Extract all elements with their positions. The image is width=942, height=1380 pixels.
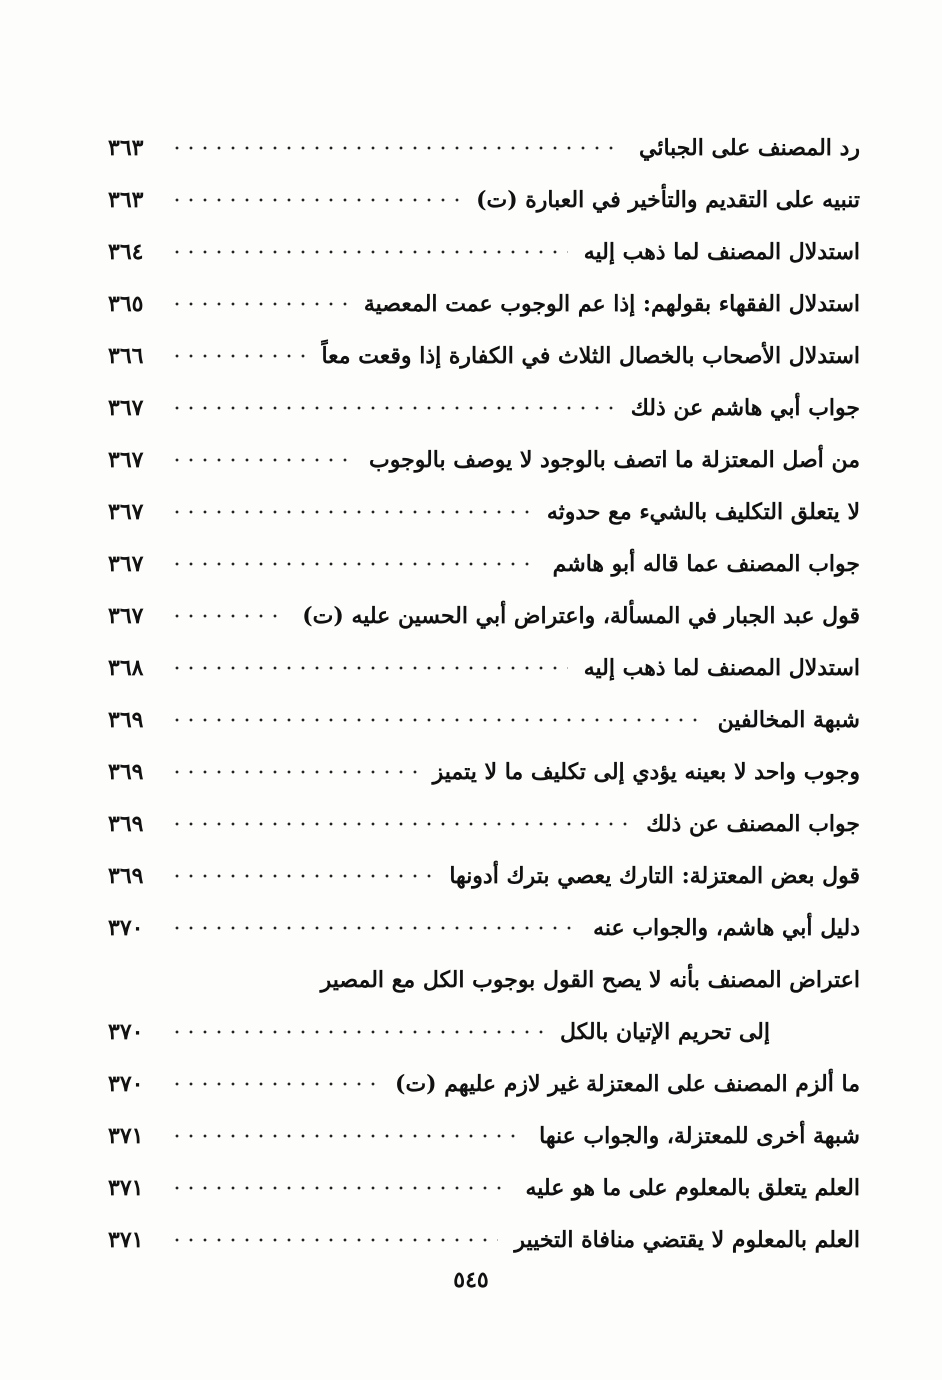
toc-entry-page: ٣٧١ (108, 1175, 144, 1201)
toc-entry (108, 122, 860, 174)
dot-leader (170, 554, 537, 574)
toc-entry-title: جواب أبي هاشم عن ذلك (630, 395, 860, 421)
toc-entry (108, 746, 860, 798)
table-of-contents (108, 122, 860, 1266)
toc-entry (108, 278, 860, 330)
toc-entry-page: ٣٦٧ (108, 447, 144, 473)
toc-entry-title: اعتراض المصنف بأنه لا يصح القول بوجوب الكل مع المصير (320, 967, 860, 993)
toc-entry-title: استدلال الأصحاب بالخصال الثلاث في الكفارة إذا وقعت معاً (321, 343, 860, 369)
toc-entry-page: ٣٧٠ (108, 1071, 144, 1097)
toc-entry-page: ٣٦٩ (108, 811, 144, 837)
toc-entry-title: تنبيه على التقديم والتأخير في العبارة (ت) (476, 187, 860, 213)
toc-entry-page: ٣٦٣ (108, 187, 144, 213)
toc-entry-page: ٣٧١ (108, 1227, 144, 1253)
toc-entry (108, 1058, 860, 1110)
toc-entry (108, 1006, 860, 1058)
toc-entry-title: شبهة المخالفين (717, 707, 860, 733)
dot-leader (170, 502, 531, 522)
toc-entry-page: ٣٦٩ (108, 759, 144, 785)
toc-entry-title: العلم يتعلق بالمعلوم على ما هو عليه (525, 1175, 860, 1201)
toc-entry-page: ٣٦٣ (108, 135, 144, 161)
dot-leader (170, 710, 702, 730)
dot-leader (170, 1074, 379, 1094)
toc-entry (108, 538, 860, 590)
toc-entry-title: العلم بالمعلوم لا يقتضي منافاة التخيير (514, 1227, 860, 1253)
toc-entry-page: ٣٦٤ (108, 239, 144, 265)
toc-entry-title: استدلال الفقهاء بقولهم: إذا عم الوجوب عمت المعصية (363, 291, 860, 317)
toc-entry (108, 798, 860, 850)
dot-leader (170, 450, 353, 470)
dot-leader (170, 1178, 510, 1198)
toc-entry-page: ٣٦٧ (108, 395, 144, 421)
toc-entry (108, 590, 860, 642)
toc-entry-title: ما ألزم المصنف على المعتزلة غير لازم عليهم (ت) (395, 1071, 860, 1097)
toc-entry (108, 486, 860, 538)
toc-entry (108, 954, 860, 1006)
toc-entry (108, 694, 860, 746)
toc-entry-title: استدلال المصنف لما ذهب إليه (583, 239, 860, 265)
toc-entry (108, 434, 860, 486)
toc-entry-title: قول عبد الجبار في المسألة، واعتراض أبي الحسين عليه (ت) (302, 603, 860, 629)
toc-entry-title: استدلال المصنف لما ذهب إليه (583, 655, 860, 681)
dot-leader (170, 294, 348, 314)
toc-entry-title: إلى تحريم الإتيان بالكل (560, 1019, 770, 1045)
toc-entry (108, 902, 860, 954)
dot-leader (170, 1022, 544, 1042)
toc-entry-page: ٣٦٧ (108, 499, 144, 525)
toc-entry (108, 226, 860, 278)
dot-leader (170, 762, 417, 782)
dot-leader (170, 1126, 523, 1146)
toc-entry-page: ٣٦٥ (108, 291, 144, 317)
toc-entry-title: من أصل المعتزلة ما اتصف بالوجود لا يوصف بالوجوب (369, 447, 860, 473)
toc-entry-page: ٣٦٨ (108, 655, 144, 681)
toc-entry-title: جواب المصنف عن ذلك (646, 811, 860, 837)
toc-entry (108, 642, 860, 694)
toc-entry (108, 850, 860, 902)
toc-entry-title: رد المصنف على الجبائي (639, 135, 860, 161)
dot-leader (170, 190, 460, 210)
toc-entry-page: ٣٧٠ (108, 915, 144, 941)
dot-leader (170, 814, 630, 834)
toc-entry-title: لا يتعلق التكليف بالشيء مع حدوثه (546, 499, 860, 525)
dot-leader (170, 138, 623, 158)
dot-leader (170, 242, 568, 262)
toc-entry-page: ٣٧٠ (108, 1019, 144, 1045)
toc-entry (108, 1162, 860, 1214)
dot-leader (170, 398, 615, 418)
toc-entry (108, 174, 860, 226)
dot-leader (170, 346, 305, 366)
dot-leader (170, 866, 433, 886)
page-number: ٥٤٥ (453, 1267, 489, 1293)
toc-entry-title: قول بعض المعتزلة: التارك يعصي بترك أدونها (449, 863, 860, 889)
toc-entry-page: ٣٦٧ (108, 551, 144, 577)
toc-entry-title: دليل أبي هاشم، والجواب عنه (593, 915, 860, 941)
dot-leader (170, 658, 568, 678)
toc-entry-title: جواب المصنف عما قاله أبو هاشم (552, 551, 860, 577)
dot-leader (170, 1230, 498, 1250)
toc-entry-page: ٣٦٩ (108, 863, 144, 889)
toc-entry-page: ٣٦٧ (108, 603, 144, 629)
toc-entry (108, 330, 860, 382)
toc-entry-page: ٣٦٩ (108, 707, 144, 733)
toc-entry (108, 1214, 860, 1266)
toc-entry-page: ٣٦٦ (108, 343, 144, 369)
dot-leader (170, 918, 577, 938)
toc-entry-title: شبهة أخرى للمعتزلة، والجواب عنها (539, 1123, 860, 1149)
toc-entry (108, 1110, 860, 1162)
dot-leader (170, 606, 286, 626)
toc-entry-page: ٣٧١ (108, 1123, 144, 1149)
toc-entry-title: وجوب واحد لا بعينه يؤدي إلى تكليف ما لا يتميز (432, 759, 860, 785)
toc-entry (108, 382, 860, 434)
